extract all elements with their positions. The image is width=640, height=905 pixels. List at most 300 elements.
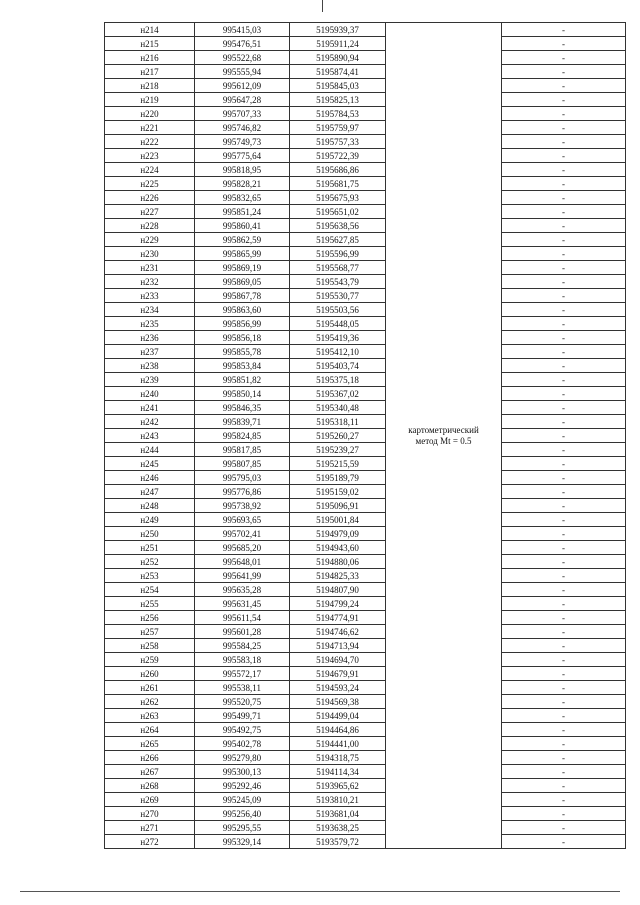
x-coordinate-cell: 995855,78 (195, 345, 290, 359)
accuracy-dash-cell: - (502, 303, 626, 317)
point-name-cell: н233 (105, 289, 195, 303)
y-coordinate-cell: 5194880,06 (290, 555, 386, 569)
accuracy-dash-cell: - (502, 723, 626, 737)
table-row (105, 653, 626, 667)
point-name-cell: н214 (105, 23, 195, 37)
x-coordinate-cell: 995641,99 (195, 569, 290, 583)
method-line-1: картометрический (408, 424, 479, 435)
table-row (105, 541, 626, 555)
table-row (105, 247, 626, 261)
x-coordinate-cell: 995648,01 (195, 555, 290, 569)
accuracy-dash-cell: - (502, 443, 626, 457)
point-name-cell: н247 (105, 485, 195, 499)
point-name-cell: н259 (105, 653, 195, 667)
point-name-cell: н229 (105, 233, 195, 247)
point-name-cell: н223 (105, 149, 195, 163)
y-coordinate-cell: 5195911,24 (290, 37, 386, 51)
x-coordinate-cell: 995693,65 (195, 513, 290, 527)
point-name-cell: н241 (105, 401, 195, 415)
point-name-cell: н220 (105, 107, 195, 121)
x-coordinate-cell: 995584,25 (195, 639, 290, 653)
point-name-cell: н243 (105, 429, 195, 443)
x-coordinate-cell: 995851,24 (195, 205, 290, 219)
point-name-cell: н271 (105, 821, 195, 835)
point-name-cell: н232 (105, 275, 195, 289)
x-coordinate-cell: 995828,21 (195, 177, 290, 191)
x-coordinate-cell: 995499,71 (195, 709, 290, 723)
y-coordinate-cell: 5193810,21 (290, 793, 386, 807)
accuracy-dash-cell: - (502, 121, 626, 135)
y-coordinate-cell: 5195448,05 (290, 317, 386, 331)
x-coordinate-cell: 995795,03 (195, 471, 290, 485)
y-coordinate-cell: 5195568,77 (290, 261, 386, 275)
accuracy-dash-cell: - (502, 499, 626, 513)
accuracy-dash-cell: - (502, 821, 626, 835)
table-row (105, 429, 626, 443)
y-coordinate-cell: 5195419,36 (290, 331, 386, 345)
x-coordinate-cell: 995832,65 (195, 191, 290, 205)
table-row (105, 51, 626, 65)
accuracy-dash-cell: - (502, 373, 626, 387)
y-coordinate-cell: 5195159,02 (290, 485, 386, 499)
x-coordinate-cell: 995746,82 (195, 121, 290, 135)
y-coordinate-cell: 5195530,77 (290, 289, 386, 303)
x-coordinate-cell: 995647,28 (195, 93, 290, 107)
y-coordinate-cell: 5193579,72 (290, 835, 386, 849)
x-coordinate-cell: 995631,45 (195, 597, 290, 611)
accuracy-dash-cell: - (502, 667, 626, 681)
method-line-2: метод Mt = 0.5 (415, 435, 472, 446)
accuracy-dash-cell: - (502, 163, 626, 177)
x-coordinate-cell: 995538,11 (195, 681, 290, 695)
table-row (105, 737, 626, 751)
accuracy-dash-cell: - (502, 807, 626, 821)
table-row (105, 107, 626, 121)
accuracy-dash-cell: - (502, 65, 626, 79)
y-coordinate-cell: 5193681,04 (290, 807, 386, 821)
point-name-cell: н249 (105, 513, 195, 527)
point-name-cell: н216 (105, 51, 195, 65)
y-coordinate-cell: 5194943,60 (290, 541, 386, 555)
accuracy-dash-cell: - (502, 485, 626, 499)
point-name-cell: н221 (105, 121, 195, 135)
accuracy-dash-cell: - (502, 23, 626, 37)
table-row (105, 793, 626, 807)
table-row (105, 331, 626, 345)
table-row (105, 555, 626, 569)
point-name-cell: н215 (105, 37, 195, 51)
table-row (105, 23, 626, 37)
table-row (105, 177, 626, 191)
accuracy-dash-cell: - (502, 835, 626, 849)
x-coordinate-cell: 995749,73 (195, 135, 290, 149)
x-coordinate-cell: 995818,95 (195, 163, 290, 177)
table-row (105, 373, 626, 387)
point-name-cell: н267 (105, 765, 195, 779)
x-coordinate-cell: 995869,05 (195, 275, 290, 289)
x-coordinate-cell: 995839,71 (195, 415, 290, 429)
x-coordinate-cell: 995863,60 (195, 303, 290, 317)
y-coordinate-cell: 5195651,02 (290, 205, 386, 219)
x-coordinate-cell: 995256,40 (195, 807, 290, 821)
point-name-cell: н242 (105, 415, 195, 429)
accuracy-dash-cell: - (502, 569, 626, 583)
table-row (105, 233, 626, 247)
accuracy-dash-cell: - (502, 247, 626, 261)
x-coordinate-cell: 995402,78 (195, 737, 290, 751)
table-row (105, 275, 626, 289)
table-row (105, 513, 626, 527)
point-name-cell: н257 (105, 625, 195, 639)
accuracy-dash-cell: - (502, 149, 626, 163)
x-coordinate-cell: 995329,14 (195, 835, 290, 849)
table-row (105, 303, 626, 317)
y-coordinate-cell: 5195189,79 (290, 471, 386, 485)
accuracy-dash-cell: - (502, 275, 626, 289)
point-name-cell: н263 (105, 709, 195, 723)
x-coordinate-cell: 995292,46 (195, 779, 290, 793)
point-name-cell: н219 (105, 93, 195, 107)
accuracy-dash-cell: - (502, 177, 626, 191)
point-name-cell: н272 (105, 835, 195, 849)
y-coordinate-cell: 5195759,97 (290, 121, 386, 135)
accuracy-dash-cell: - (502, 219, 626, 233)
x-coordinate-cell: 995862,59 (195, 233, 290, 247)
table-row (105, 135, 626, 149)
point-name-cell: н244 (105, 443, 195, 457)
x-coordinate-cell: 995856,18 (195, 331, 290, 345)
point-name-cell: н246 (105, 471, 195, 485)
y-coordinate-cell: 5194318,75 (290, 751, 386, 765)
accuracy-dash-cell: - (502, 527, 626, 541)
x-coordinate-cell: 995850,14 (195, 387, 290, 401)
table-row (105, 65, 626, 79)
x-coordinate-cell: 995612,09 (195, 79, 290, 93)
coordinates-table-body (105, 23, 626, 849)
x-coordinate-cell: 995860,41 (195, 219, 290, 233)
accuracy-dash-cell: - (502, 583, 626, 597)
accuracy-dash-cell: - (502, 317, 626, 331)
table-row (105, 667, 626, 681)
y-coordinate-cell: 5195403,74 (290, 359, 386, 373)
table-row (105, 317, 626, 331)
table-row (105, 821, 626, 835)
x-coordinate-cell: 995685,20 (195, 541, 290, 555)
table-row (105, 37, 626, 51)
accuracy-dash-cell: - (502, 751, 626, 765)
y-coordinate-cell: 5194713,94 (290, 639, 386, 653)
table-row (105, 765, 626, 779)
table-row (105, 569, 626, 583)
x-coordinate-cell: 995245,09 (195, 793, 290, 807)
point-name-cell: н228 (105, 219, 195, 233)
x-coordinate-cell: 995851,82 (195, 373, 290, 387)
y-coordinate-cell: 5195340,48 (290, 401, 386, 415)
point-name-cell: н225 (105, 177, 195, 191)
point-name-cell: н226 (105, 191, 195, 205)
x-coordinate-cell: 995846,35 (195, 401, 290, 415)
page-top-tick (322, 0, 323, 12)
y-coordinate-cell: 5195503,56 (290, 303, 386, 317)
point-name-cell: н262 (105, 695, 195, 709)
accuracy-dash-cell: - (502, 51, 626, 65)
x-coordinate-cell: 995611,54 (195, 611, 290, 625)
point-name-cell: н261 (105, 681, 195, 695)
x-coordinate-cell: 995279,80 (195, 751, 290, 765)
x-coordinate-cell: 995572,17 (195, 667, 290, 681)
point-name-cell: н234 (105, 303, 195, 317)
y-coordinate-cell: 5195239,27 (290, 443, 386, 457)
y-coordinate-cell: 5195627,85 (290, 233, 386, 247)
y-coordinate-cell: 5195681,75 (290, 177, 386, 191)
y-coordinate-cell: 5195215,59 (290, 457, 386, 471)
table-row (105, 807, 626, 821)
y-coordinate-cell: 5194799,24 (290, 597, 386, 611)
accuracy-dash-cell: - (502, 471, 626, 485)
point-name-cell: н251 (105, 541, 195, 555)
x-coordinate-cell: 995807,85 (195, 457, 290, 471)
accuracy-dash-cell: - (502, 429, 626, 443)
y-coordinate-cell: 5194441,00 (290, 737, 386, 751)
table-row (105, 93, 626, 107)
accuracy-dash-cell: - (502, 639, 626, 653)
table-row (105, 387, 626, 401)
x-coordinate-cell: 995583,18 (195, 653, 290, 667)
point-name-cell: н250 (105, 527, 195, 541)
x-coordinate-cell: 995869,19 (195, 261, 290, 275)
accuracy-dash-cell: - (502, 415, 626, 429)
point-name-cell: н265 (105, 737, 195, 751)
table-row (105, 345, 626, 359)
point-name-cell: н222 (105, 135, 195, 149)
accuracy-dash-cell: - (502, 107, 626, 121)
accuracy-dash-cell: - (502, 135, 626, 149)
point-name-cell: н258 (105, 639, 195, 653)
accuracy-dash-cell: - (502, 261, 626, 275)
accuracy-dash-cell: - (502, 233, 626, 247)
accuracy-dash-cell: - (502, 555, 626, 569)
x-coordinate-cell: 995856,99 (195, 317, 290, 331)
table-row (105, 723, 626, 737)
point-name-cell: н235 (105, 317, 195, 331)
y-coordinate-cell: 5195318,11 (290, 415, 386, 429)
accuracy-dash-cell: - (502, 205, 626, 219)
x-coordinate-cell: 995522,68 (195, 51, 290, 65)
y-coordinate-cell: 5195686,86 (290, 163, 386, 177)
y-coordinate-cell: 5195757,33 (290, 135, 386, 149)
point-name-cell: н264 (105, 723, 195, 737)
x-coordinate-cell: 995520,75 (195, 695, 290, 709)
point-name-cell: н266 (105, 751, 195, 765)
y-coordinate-cell: 5194694,70 (290, 653, 386, 667)
x-coordinate-cell: 995824,85 (195, 429, 290, 443)
table-row (105, 149, 626, 163)
point-name-cell: н270 (105, 807, 195, 821)
y-coordinate-cell: 5195412,10 (290, 345, 386, 359)
x-coordinate-cell: 995867,78 (195, 289, 290, 303)
accuracy-dash-cell: - (502, 695, 626, 709)
accuracy-dash-cell: - (502, 737, 626, 751)
point-name-cell: н248 (105, 499, 195, 513)
accuracy-dash-cell: - (502, 79, 626, 93)
x-coordinate-cell: 995415,03 (195, 23, 290, 37)
y-coordinate-cell: 5194825,33 (290, 569, 386, 583)
y-coordinate-cell: 5194593,24 (290, 681, 386, 695)
point-name-cell: н227 (105, 205, 195, 219)
x-coordinate-cell: 995738,92 (195, 499, 290, 513)
point-name-cell: н238 (105, 359, 195, 373)
point-name-cell: н218 (105, 79, 195, 93)
table-row (105, 443, 626, 457)
accuracy-dash-cell: - (502, 401, 626, 415)
accuracy-dash-cell: - (502, 191, 626, 205)
accuracy-dash-cell: - (502, 513, 626, 527)
y-coordinate-cell: 5195596,99 (290, 247, 386, 261)
x-coordinate-cell: 995476,51 (195, 37, 290, 51)
method-cell (386, 23, 502, 849)
x-coordinate-cell: 995295,55 (195, 821, 290, 835)
accuracy-dash-cell: - (502, 625, 626, 639)
x-coordinate-cell: 995702,41 (195, 527, 290, 541)
y-coordinate-cell: 5194499,04 (290, 709, 386, 723)
accuracy-dash-cell: - (502, 331, 626, 345)
table-row (105, 835, 626, 849)
table-row (105, 79, 626, 93)
accuracy-dash-cell: - (502, 359, 626, 373)
y-coordinate-cell: 5194464,86 (290, 723, 386, 737)
table-row (105, 191, 626, 205)
point-name-cell: н260 (105, 667, 195, 681)
y-coordinate-cell: 5195001,84 (290, 513, 386, 527)
table-row (105, 639, 626, 653)
table-row (105, 597, 626, 611)
table-row (105, 751, 626, 765)
y-coordinate-cell: 5195939,37 (290, 23, 386, 37)
point-name-cell: н269 (105, 793, 195, 807)
y-coordinate-cell: 5194569,38 (290, 695, 386, 709)
y-coordinate-cell: 5195096,91 (290, 499, 386, 513)
x-coordinate-cell: 995817,85 (195, 443, 290, 457)
accuracy-dash-cell: - (502, 457, 626, 471)
x-coordinate-cell: 995776,86 (195, 485, 290, 499)
x-coordinate-cell: 995865,99 (195, 247, 290, 261)
accuracy-dash-cell: - (502, 611, 626, 625)
y-coordinate-cell: 5195375,18 (290, 373, 386, 387)
x-coordinate-cell: 995300,13 (195, 765, 290, 779)
table-row (105, 205, 626, 219)
point-name-cell: н237 (105, 345, 195, 359)
accuracy-dash-cell: - (502, 653, 626, 667)
accuracy-dash-cell: - (502, 387, 626, 401)
table-row (105, 289, 626, 303)
point-name-cell: н254 (105, 583, 195, 597)
y-coordinate-cell: 5194114,34 (290, 765, 386, 779)
y-coordinate-cell: 5194979,09 (290, 527, 386, 541)
x-coordinate-cell: 995635,28 (195, 583, 290, 597)
point-name-cell: н236 (105, 331, 195, 345)
table-row (105, 499, 626, 513)
table-row (105, 261, 626, 275)
table-row (105, 681, 626, 695)
point-name-cell: н230 (105, 247, 195, 261)
point-name-cell: н268 (105, 779, 195, 793)
table-row (105, 121, 626, 135)
table-row (105, 219, 626, 233)
table-row (105, 415, 626, 429)
table-row (105, 359, 626, 373)
table-row (105, 471, 626, 485)
y-coordinate-cell: 5195543,79 (290, 275, 386, 289)
x-coordinate-cell: 995492,75 (195, 723, 290, 737)
accuracy-dash-cell: - (502, 779, 626, 793)
y-coordinate-cell: 5195784,53 (290, 107, 386, 121)
y-coordinate-cell: 5195722,39 (290, 149, 386, 163)
y-coordinate-cell: 5195260,27 (290, 429, 386, 443)
point-name-cell: н240 (105, 387, 195, 401)
table-row (105, 695, 626, 709)
x-coordinate-cell: 995555,94 (195, 65, 290, 79)
table-row (105, 583, 626, 597)
table-row (105, 625, 626, 639)
table-row (105, 611, 626, 625)
page-bottom-rule (20, 891, 620, 892)
point-name-cell: н224 (105, 163, 195, 177)
y-coordinate-cell: 5194807,90 (290, 583, 386, 597)
y-coordinate-cell: 5193965,62 (290, 779, 386, 793)
y-coordinate-cell: 5195675,93 (290, 191, 386, 205)
table-row (105, 457, 626, 471)
y-coordinate-cell: 5193638,25 (290, 821, 386, 835)
point-name-cell: н231 (105, 261, 195, 275)
accuracy-dash-cell: - (502, 597, 626, 611)
accuracy-dash-cell: - (502, 93, 626, 107)
table-row (105, 401, 626, 415)
coordinates-table (104, 22, 626, 849)
y-coordinate-cell: 5195890,94 (290, 51, 386, 65)
accuracy-dash-cell: - (502, 37, 626, 51)
y-coordinate-cell: 5195367,02 (290, 387, 386, 401)
point-name-cell: н217 (105, 65, 195, 79)
point-name-cell: н253 (105, 569, 195, 583)
point-name-cell: н245 (105, 457, 195, 471)
y-coordinate-cell: 5195825,13 (290, 93, 386, 107)
y-coordinate-cell: 5194679,91 (290, 667, 386, 681)
table-row (105, 527, 626, 541)
table-row (105, 163, 626, 177)
y-coordinate-cell: 5195874,41 (290, 65, 386, 79)
accuracy-dash-cell: - (502, 765, 626, 779)
x-coordinate-cell: 995601,28 (195, 625, 290, 639)
table-row (105, 485, 626, 499)
table-row (105, 709, 626, 723)
point-name-cell: н252 (105, 555, 195, 569)
accuracy-dash-cell: - (502, 289, 626, 303)
y-coordinate-cell: 5195845,03 (290, 79, 386, 93)
x-coordinate-cell: 995775,64 (195, 149, 290, 163)
accuracy-dash-cell: - (502, 681, 626, 695)
accuracy-dash-cell: - (502, 709, 626, 723)
y-coordinate-cell: 5195638,56 (290, 219, 386, 233)
accuracy-dash-cell: - (502, 345, 626, 359)
point-name-cell: н256 (105, 611, 195, 625)
y-coordinate-cell: 5194746,62 (290, 625, 386, 639)
point-name-cell: н239 (105, 373, 195, 387)
x-coordinate-cell: 995853,84 (195, 359, 290, 373)
y-coordinate-cell: 5194774,91 (290, 611, 386, 625)
table-row (105, 779, 626, 793)
accuracy-dash-cell: - (502, 793, 626, 807)
point-name-cell: н255 (105, 597, 195, 611)
